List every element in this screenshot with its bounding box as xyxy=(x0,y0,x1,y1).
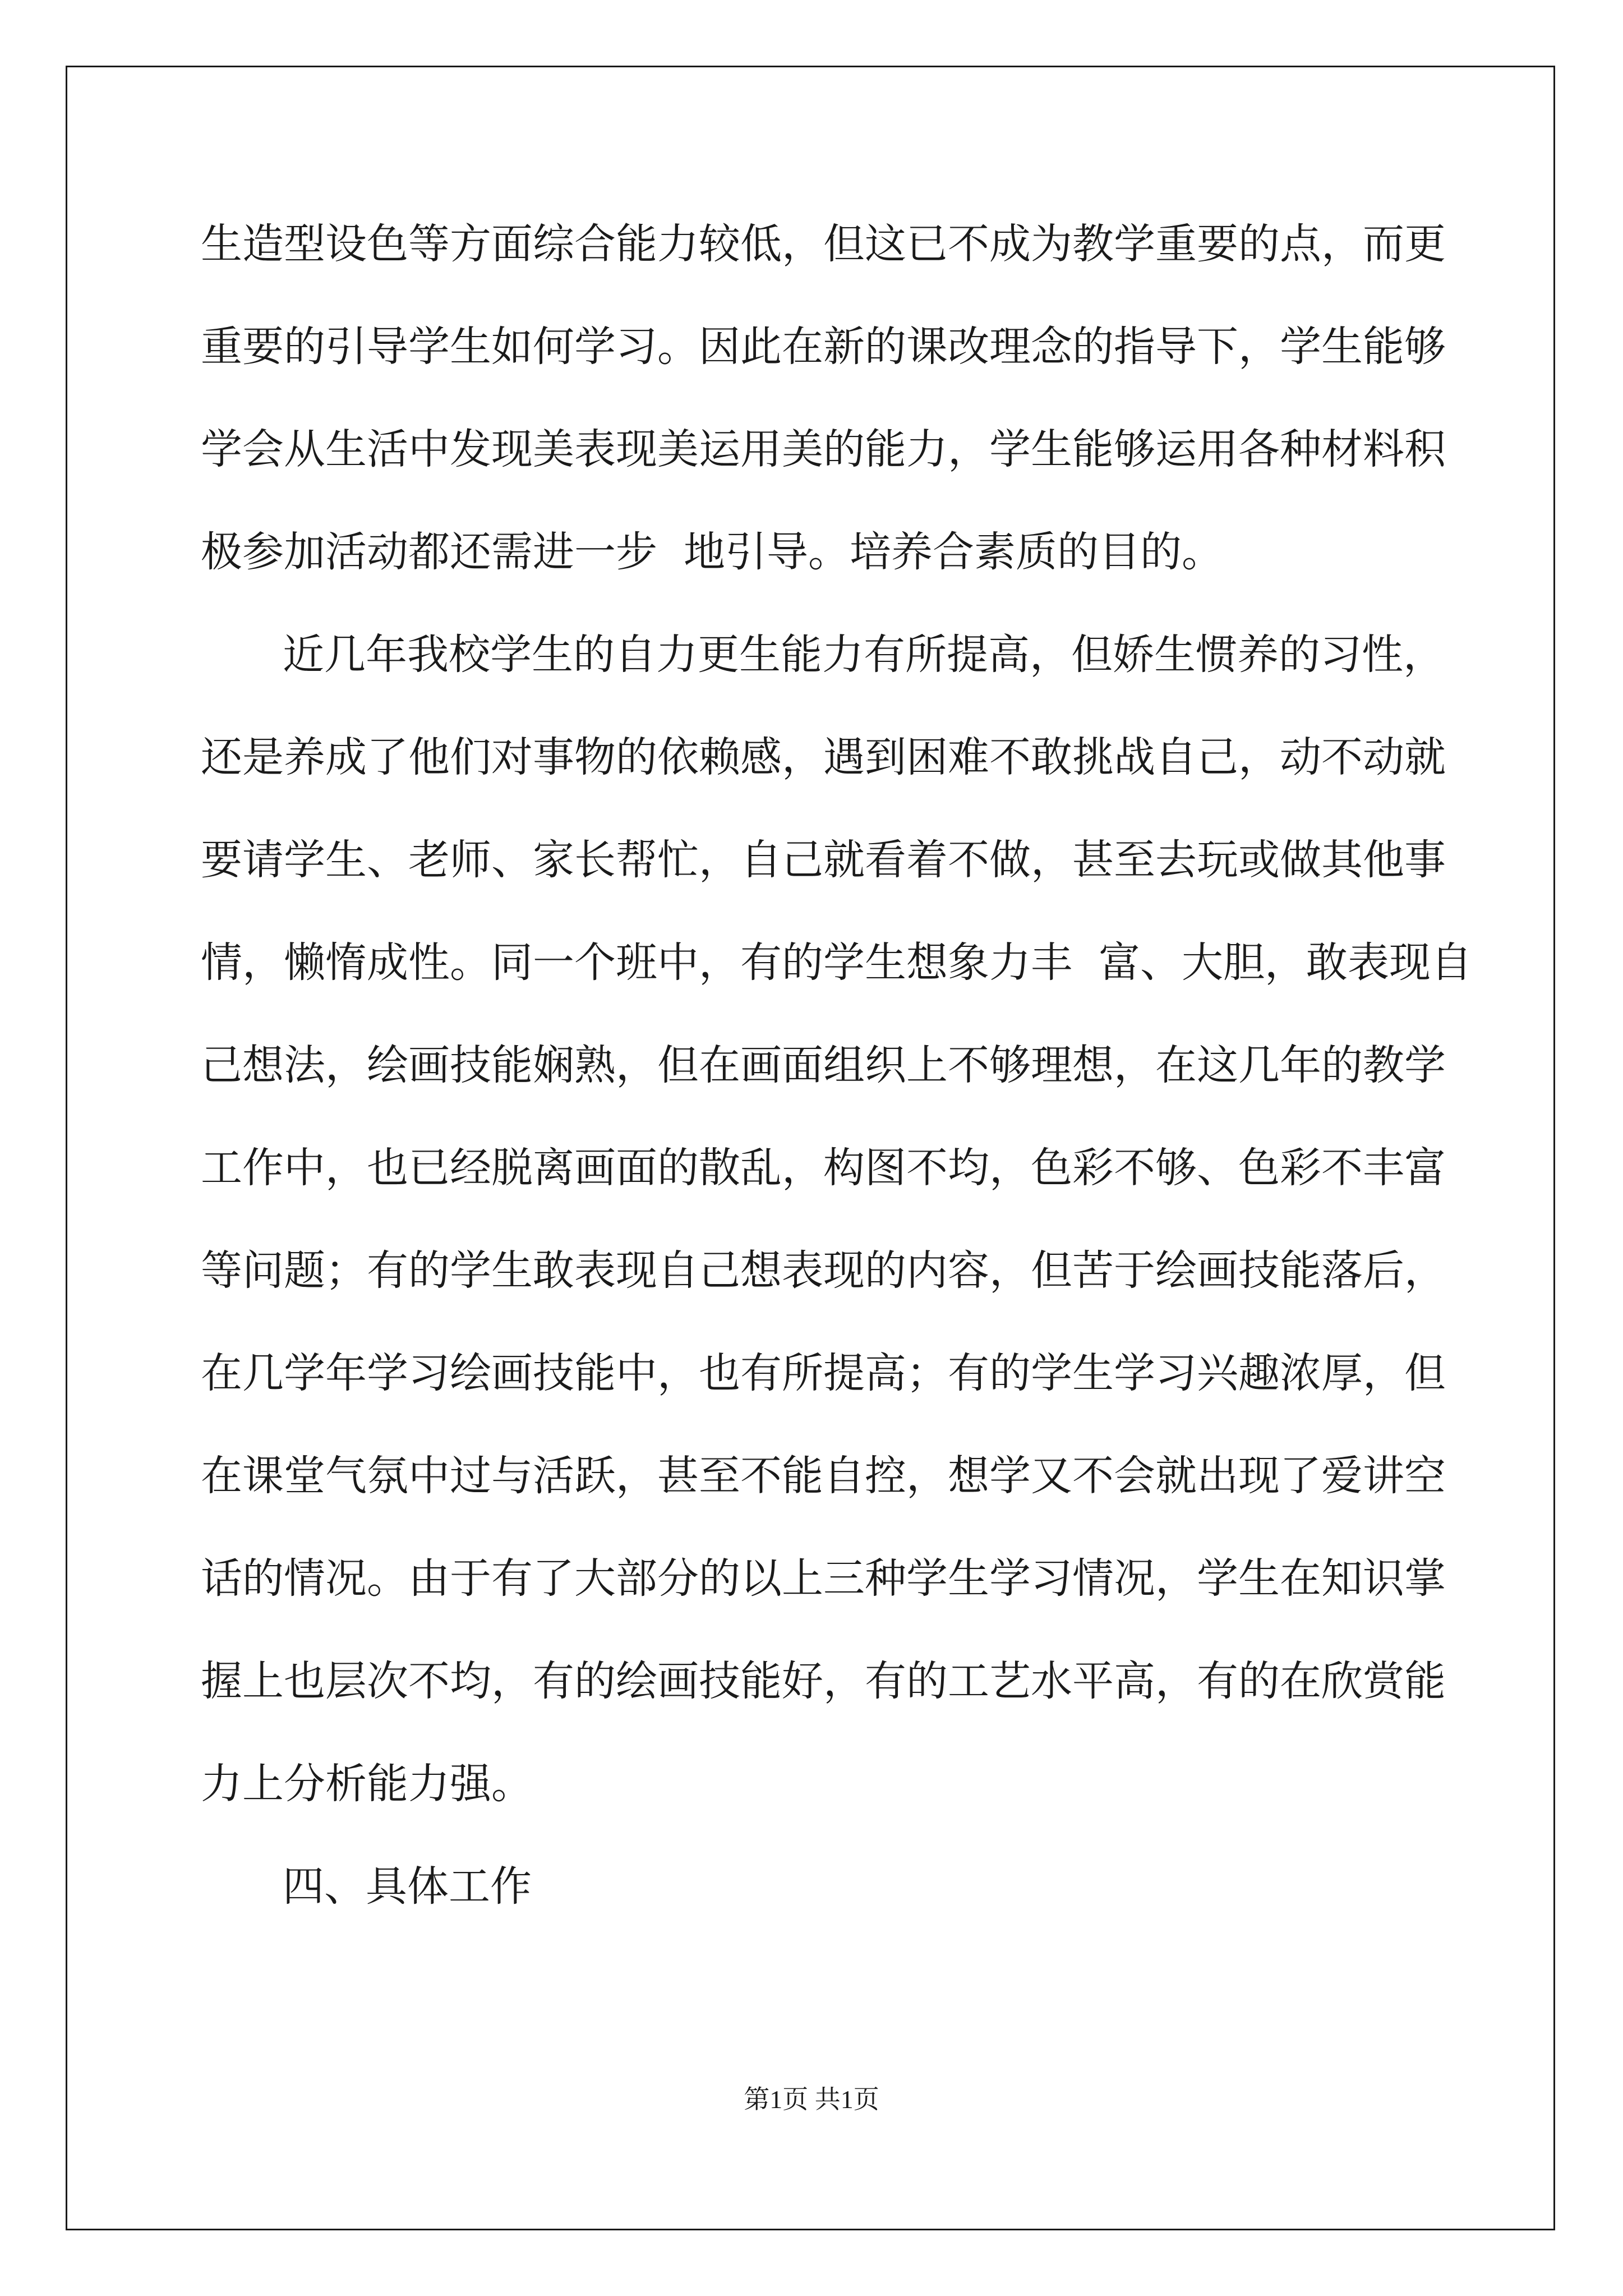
body-line: 己想法，绘画技能娴熟，但在画面组织上不够理想，在这几年的教学 xyxy=(201,1041,1446,1089)
body-line: 生造型设色等方面综合能力较低，但这已不成为教学重要的点，而更 xyxy=(201,220,1446,268)
body-line: 重要的引导学生如何学习。因此在新的课改理念的指导下，学生能够 xyxy=(201,323,1446,371)
body-line: 话的情况。由于有了大部分的以上三种学生学习情况，学生在知识掌 xyxy=(201,1554,1446,1603)
body-line: 极参加活动都还需进一步 地引导。培养合素质的目的。 xyxy=(201,528,1224,576)
body-line: 工作中，也已经脱离画面的散乱，构图不均，色彩不够、色彩不丰富 xyxy=(201,1144,1446,1192)
body-line: 情，懒惰成性。同一个班中，有的学生想象力丰 富、大胆，敢表现自 xyxy=(201,938,1473,987)
body-line: 在课堂气氛中过与活跃，甚至不能自控，想学又不会就出现了爱讲空 xyxy=(201,1452,1446,1500)
body-line: 等问题；有的学生敢表现自己想表现的内容，但苦于绘画技能落后， xyxy=(201,1246,1446,1295)
section-heading: 四、具体工作 xyxy=(283,1862,532,1911)
body-line: 在几学年学习绘画技能中，也有所提高；有的学生学习兴趣浓厚，但 xyxy=(201,1349,1446,1397)
body-line: 力上分析能力强。 xyxy=(201,1760,533,1808)
body-line: 握上也层次不均，有的绘画技能好，有的工艺水平高，有的在欣赏能 xyxy=(201,1657,1446,1705)
page-footer: 第1页 共1页 xyxy=(744,2085,879,2114)
paragraph-first-line: 近几年我校学生的自力更生能力有所提高，但娇生惯养的习性， xyxy=(283,631,1445,679)
body-line: 还是养成了他们对事物的依赖感，遇到困难不敢挑战自己，动不动就 xyxy=(201,733,1446,781)
body-line: 要请学生、老师、家长帮忙，自己就看着不做，甚至去玩或做其他事 xyxy=(201,836,1446,884)
body-line: 学会从生活中发现美表现美运用美的能力，学生能够运用各种材料积 xyxy=(201,425,1446,473)
